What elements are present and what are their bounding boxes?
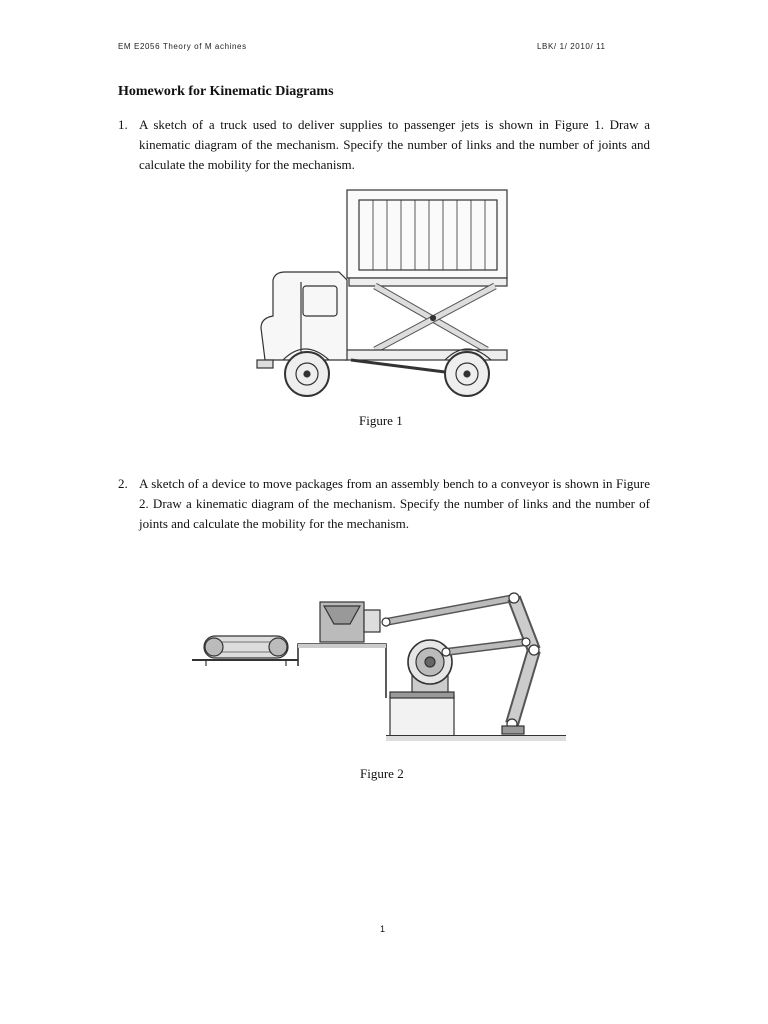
- question-1-number: 1.: [118, 117, 128, 132]
- figure-2-caption: Figure 2: [360, 766, 404, 781]
- question-2-number: 2.: [118, 476, 128, 491]
- figure-1-truck-sketch: [255, 188, 515, 406]
- page-number: 1: [380, 924, 386, 934]
- figure-1-caption: Figure 1: [359, 413, 403, 428]
- question-1-text: A sketch of a truck used to deliver supplies to passenger jets is shown in Figure 1. Draw a kinematic diagram of the mechanism. Specify the number of links and the number of joints and calculate the mobility for the mechanism.: [139, 117, 650, 172]
- page-title: Homework for Kinematic Diagrams: [118, 84, 334, 99]
- header-reference-code: LBK/ 1/ 2010/ 11: [537, 42, 606, 51]
- question-2-text: A sketch of a device to move packages from an assembly bench to a conveyor is shown in Figure 2. Draw a kinematic diagram of the mechanism. Specify the number of links and the number of joints and calculate the mobility for the mechanism.: [139, 476, 650, 531]
- figure-2-package-device-sketch: [190, 580, 570, 750]
- question-1: [118, 115, 650, 175]
- question-2: [118, 474, 650, 534]
- header-course-title: EM E2056 Theory of M achines: [118, 42, 247, 51]
